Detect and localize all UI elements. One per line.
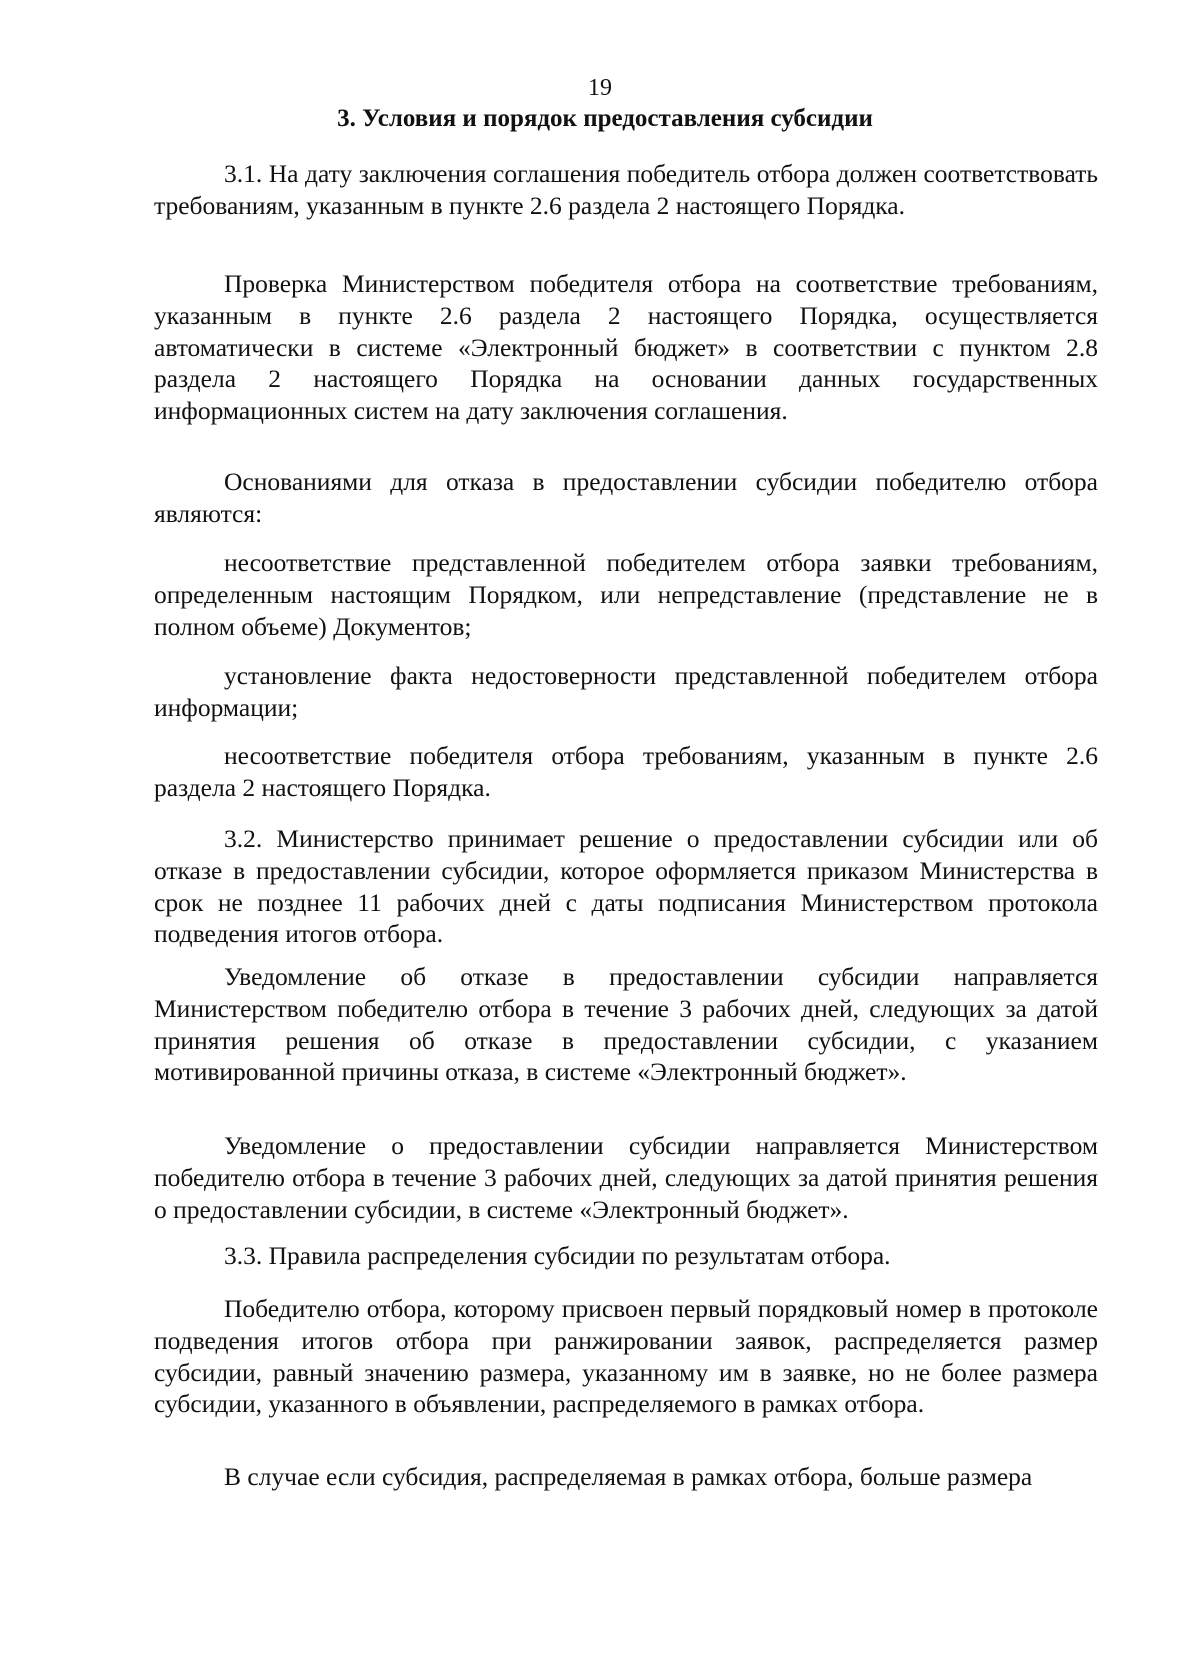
paragraph-distribution: Победителю отбора, которому присвоен первый порядковый номер в протоколе подведения итогов отбора при ранжировании заявок, распределяется размер субсидии, равный значению размера, указанному им в заявке, но не более размера субсидии, указанного в объявлении, распределяемого в рамках отбора. <box>154 1294 1098 1419</box>
paragraph-grant-notice: Уведомление о предоставлении субсидии направляется Министерством победителю отбора в течение 3 рабочих дней, следующих за датой принятия решения о предоставлении субсидии, в системе «Электронный бюджет». <box>154 1131 1098 1224</box>
paragraph-refusal-grounds: Основаниями для отказа в предоставлении субсидии победителю отбора являются: <box>154 467 1098 528</box>
paragraph-ground-3: несоответствие победителя отбора требованиям, указанным в пункте 2.6 раздела 2 настоящего Порядка. <box>154 741 1098 802</box>
paragraph-refusal-notice: Уведомление об отказе в предоставлении субсидии направляется Министерством победителю отбора в течение 3 рабочих дней, следующих за датой принятия решения об отказе в предоставлении субсидии, с указанием мотивированной причины отказа, в системе «Электронный бюджет». <box>154 962 1098 1087</box>
paragraph-3-3: 3.3. Правила распределения субсидии по результатам отбора. <box>224 1241 891 1270</box>
paragraph-3-2: 3.2. Министерство принимает решение о предоставлении субсидии или об отказе в предоставлении субсидии, которое оформляется приказом Министерства в срок не позднее 11 рабочих дней с даты подписания Министерством протокола подведения итогов отбора. <box>154 824 1098 949</box>
section-title: 3. Условия и порядок предоставления субсидии <box>337 105 873 132</box>
paragraph-3-1: 3.1. На дату заключения соглашения победитель отбора должен соответствовать требованиям, указанным в пункте 2.6 раздела 2 настоящего Порядка. <box>154 159 1098 220</box>
paragraph-verification: Проверка Министерством победителя отбора на соответствие требованиям, указанным в пункте 2.6 раздела 2 настоящего Порядка, осуществляется автоматически в системе «Электронный бюджет» в соответствии с пунктом 2.8 раздела 2 настоящего Порядка на основании данных государственных информационных систем на дату заключения соглашения. <box>154 269 1098 426</box>
paragraph-if-subsidy: В случае если субсидия, распределяемая в рамках отбора, больше размера <box>224 1462 1033 1491</box>
paragraph-ground-1: несоответствие представленной победителем отбора заявки требованиям, определенным настоящим Порядком, или непредставление (представление не в полном объеме) Документов; <box>154 548 1098 641</box>
paragraph-ground-2: установление факта недостоверности представленной победителем отбора информации; <box>154 661 1098 722</box>
page-number: 19 <box>588 75 612 101</box>
